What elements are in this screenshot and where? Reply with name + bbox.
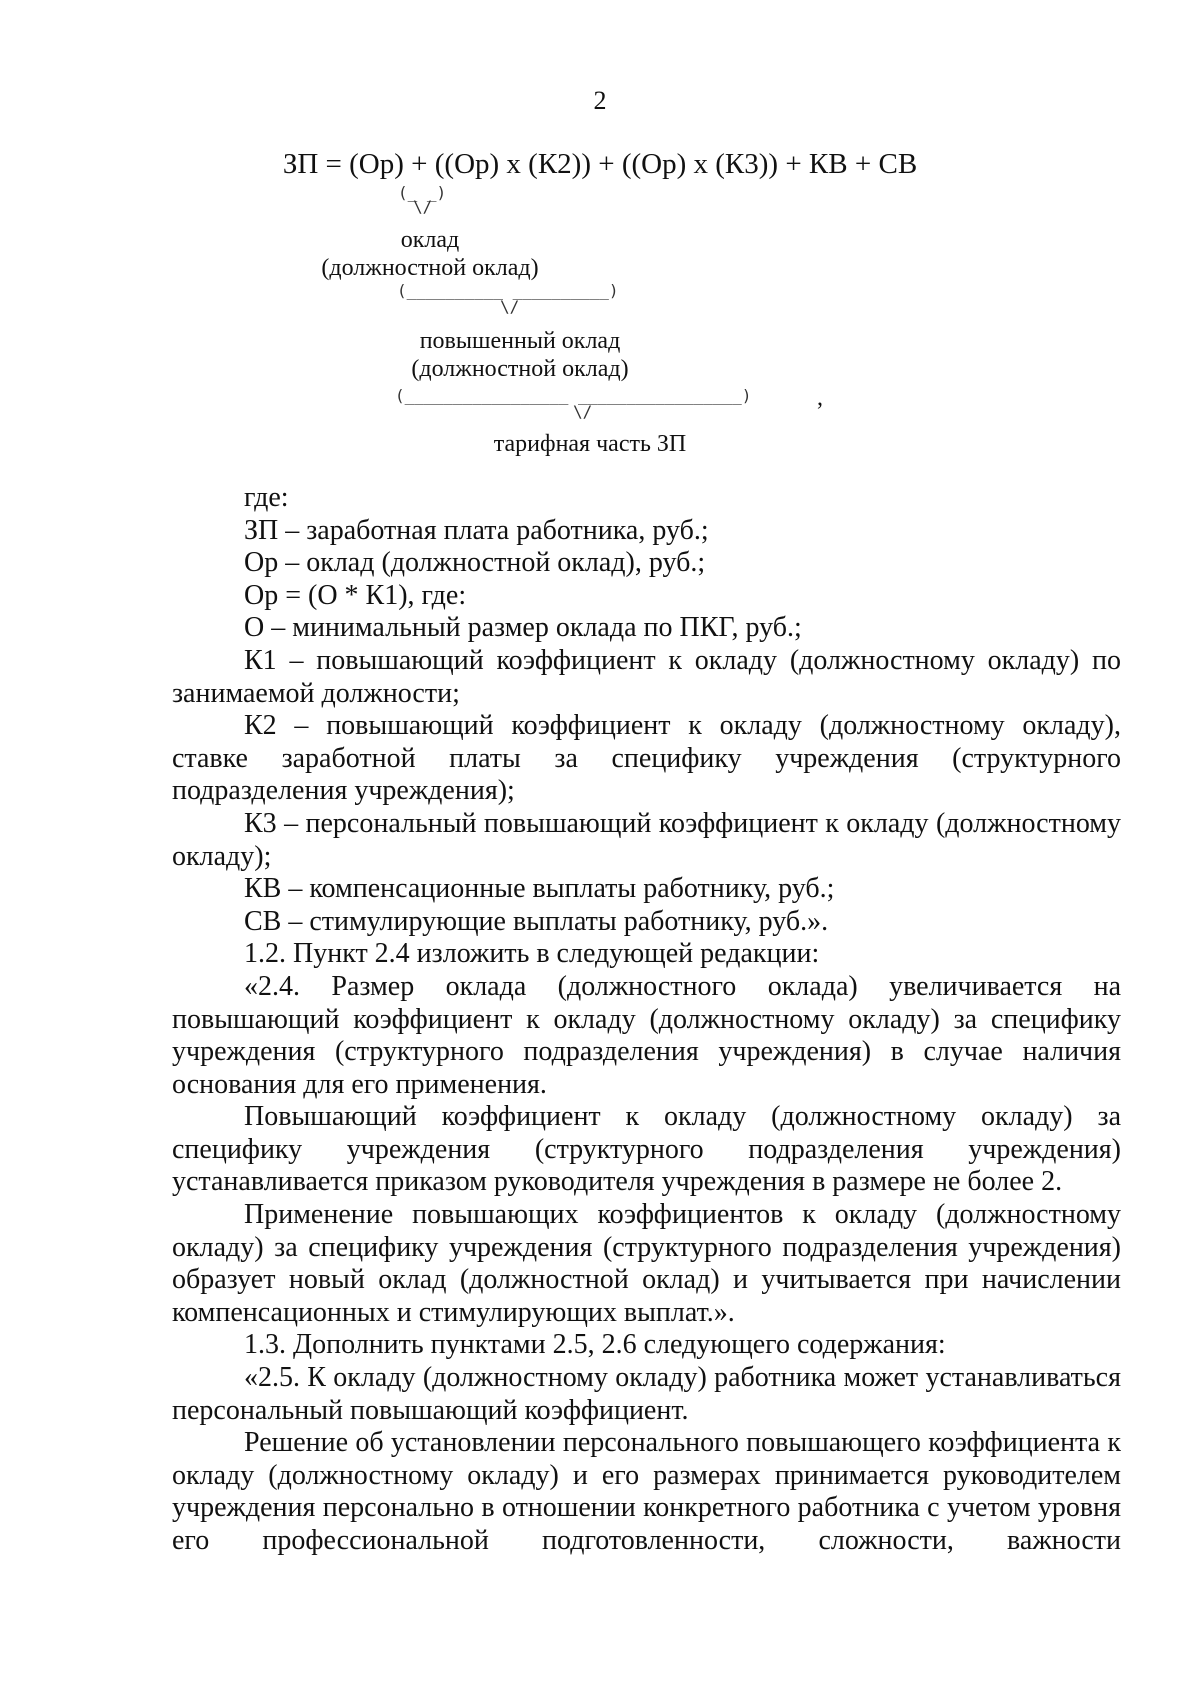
paragraph: ЗП – заработная плата работника, руб.; — [244, 514, 709, 546]
paragraph: 1.3. Дополнить пунктами 2.5, 2.6 следующего содержания: — [244, 1329, 946, 1361]
document-body — [172, 482, 1121, 1558]
paragraph: Решение об установлении персонального повышающего коэффициента к окладу (должностному окладу) и его размерах принимается руководителем учреждения персонально в отношении конкретного работника с учетом уровня его профессиональной подготовленности, сложности, важности — [172, 1427, 1121, 1556]
paragraph: Ор – оклад (должностной оклад), руб.; — [244, 547, 706, 579]
paragraph: «2.5. К окладу (должностному окладу) работника может устанавливаться персональный повышающий коэффициент. — [172, 1362, 1121, 1426]
brace-label-oklad-sub: (должностной оклад) — [321, 255, 539, 281]
paragraph: 1.2. Пункт 2.4 изложить в следующей редакции: — [244, 938, 820, 970]
paragraph: «2.4. Размер оклада (должностного оклада) увеличивается на повышающий коэффициент к окладу (должностному окладу) за специфику учреждения (структурного подразделения учреждения) в случае наличия основания для его применения. — [172, 970, 1121, 1100]
paragraph: К2 – повышающий коэффициент к окладу (должностному окладу), ставке заработной платы за специфику учреждения (структурного подразделения учреждения); — [172, 710, 1121, 807]
brace-label-oklad: оклад — [400, 227, 460, 253]
brace-oklad-tip: \/ — [413, 197, 433, 216]
brace-tariff-part: (_________________ _________________) — [395, 386, 752, 405]
brace-increased-oklad-tip: \/ — [500, 297, 520, 316]
brace-label-tariff: тарифная часть ЗП — [493, 431, 687, 457]
salary-formula: ЗП = (Ор) + ((Ор) х (К2)) + ((Ор) х (К3)) + КВ + СВ — [282, 148, 918, 180]
paragraph: КВ – компенсационные выплаты работнику, руб.; — [244, 873, 835, 905]
brace-label-increased-sub: (должностной оклад) — [411, 356, 629, 382]
brace-tariff-part-tip: \/ — [573, 402, 593, 421]
paragraph: где: — [244, 482, 289, 513]
paragraph: О – минимальный размер оклада по ПКГ, руб.; — [244, 612, 802, 644]
brace-label-increased: повышенный оклад — [419, 328, 621, 354]
paragraph: Ор = (О * К1), где: — [244, 579, 467, 611]
brace-comma: , — [817, 385, 823, 411]
page-number: 2 — [593, 86, 607, 115]
paragraph: СВ – стимулирующие выплаты работнику, руб.». — [244, 905, 829, 937]
paragraph: Применение повышающих коэффициентов к окладу (должностному окладу) за специфику учреждения (структурного подразделения учреждения) образует новый оклад (должностной оклад) и учитывается при начислении компенсационных и стимулирующих выплат.». — [172, 1199, 1121, 1328]
brace-increased-oklad: (__________ __________) — [397, 281, 619, 300]
paragraph: К1 – повышающий коэффициент к окладу (должностному окладу) по занимаемой должности; — [172, 644, 1121, 709]
brace-oklad: (_ _) — [398, 183, 447, 202]
paragraph: Повышающий коэффициент к окладу (должностному окладу) за специфику учреждения (структурного подразделения учреждения) устанавливается приказом руководителя учреждения в размере не более 2. — [172, 1101, 1121, 1198]
paragraph: К3 – персональный повышающий коэффициент к окладу (должностному окладу); — [172, 807, 1121, 872]
